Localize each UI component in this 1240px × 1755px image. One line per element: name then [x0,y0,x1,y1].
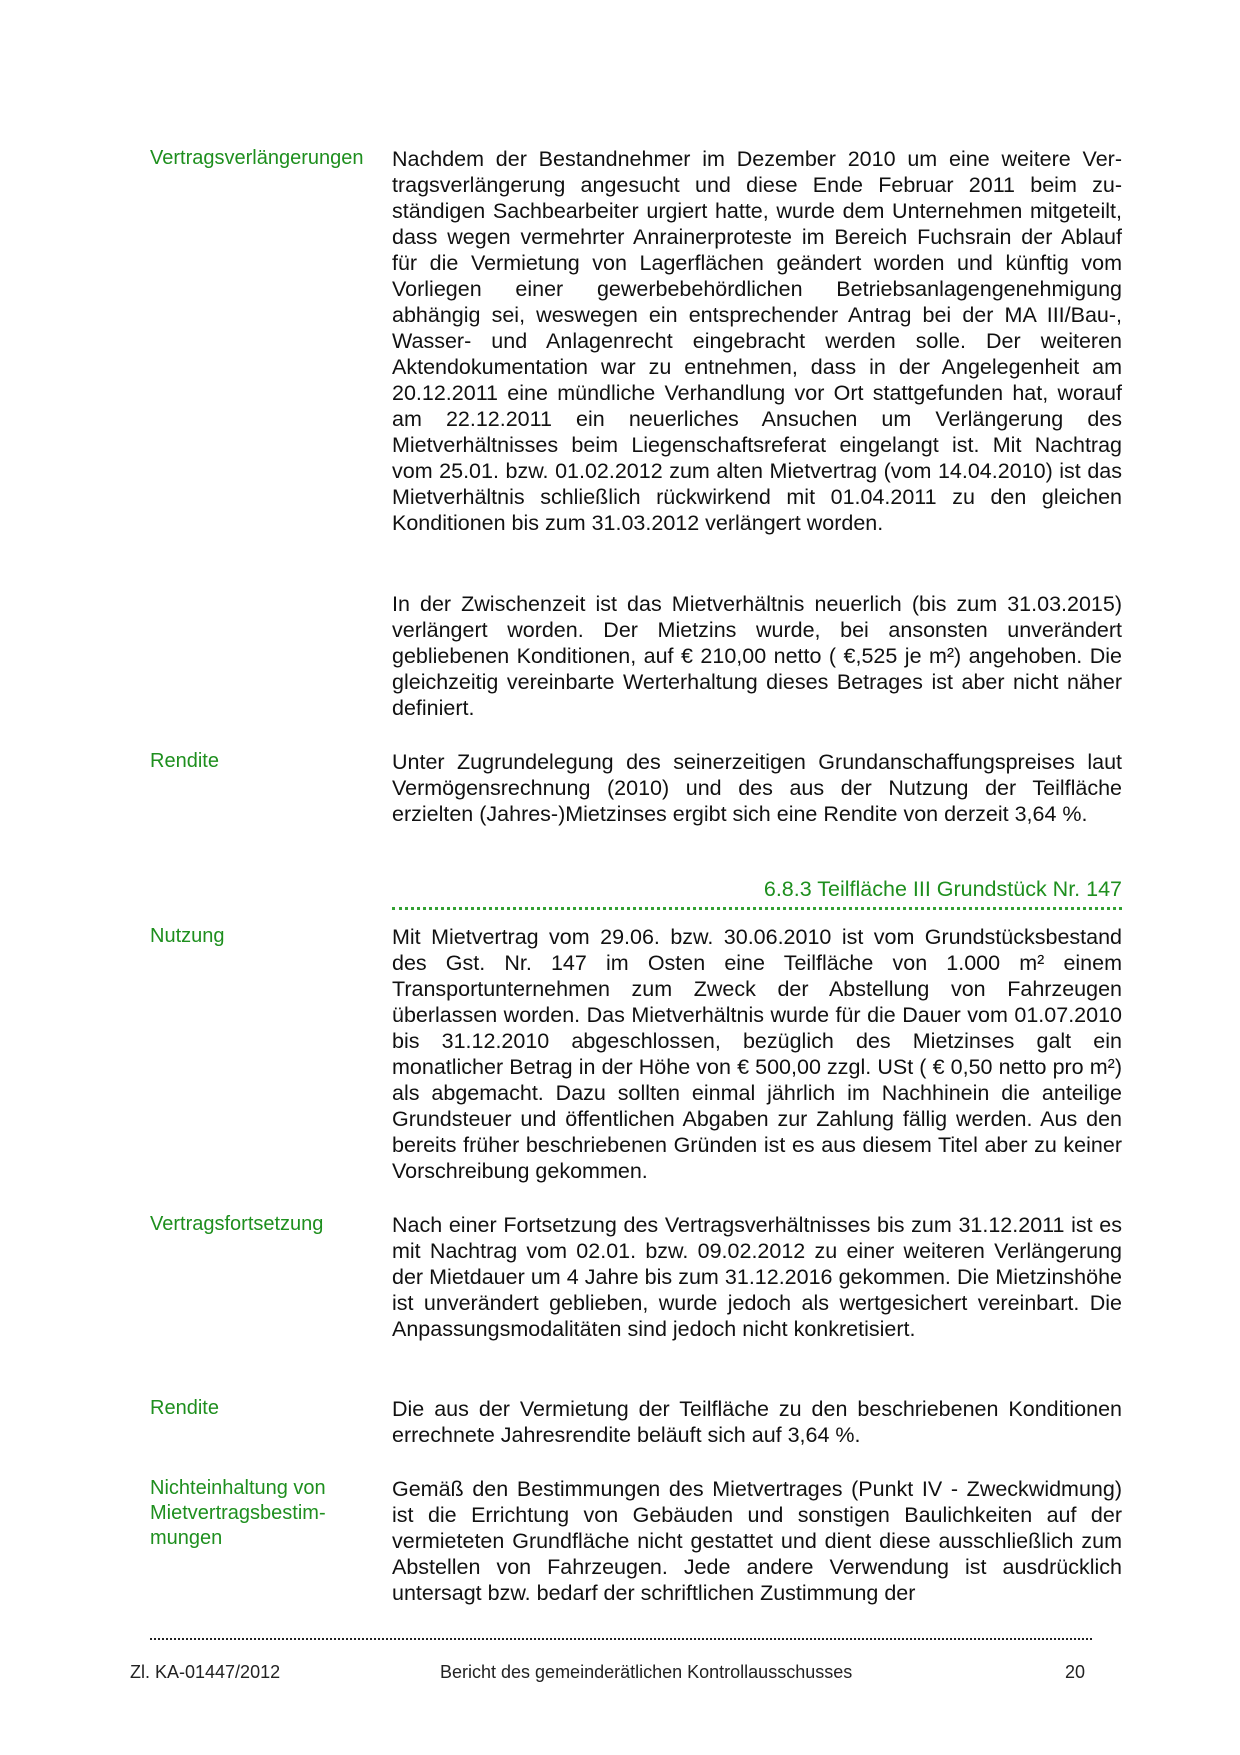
margin-label: Nutzung [150,925,225,947]
margin-label: Nichteinhaltung von Mietvertragsbestimmungen [150,1477,326,1549]
paragraph: In der Zwischenzeit ist das Mietverhältnis neuerlich (bis zum 31.03.2015) verlängert worden. Der Mietzins wurde, bei ansonsten unverändert gebliebenen Konditionen, auf € 210,00 netto ( €,525 je m²) angehoben. Die gleichzeitig vereinbarte Werterhaltung dieses Betrages ist aber nicht näher definiert. [392,592,1122,720]
margin-label: Vertragsverlängerungen [150,147,364,169]
heading-divider [392,907,1122,910]
margin-label: Vertragsfortsetzung [150,1213,324,1235]
footer-title: Bericht des gemeinderätlichen Kontrollausschusses [440,1662,853,1682]
footer-divider [150,1638,1092,1640]
page-number: 20 [1065,1662,1086,1682]
paragraph: Nach einer Fortsetzung des Vertragsverhältnisses bis zum 31.12.2011 ist es mit Nachtrag vom 02.01. bzw. 09.02.2012 zu einer weiteren Verlängerung der Mietdauer um 4 Jahre bis zum 31.12.2016 gekommen. Die Mietzinshöhe ist unverändert geblieben, wurde jedoch als wertgesichert vereinbart. Die Anpassungsmodalitäten sind jedoch nicht konkretisiert. [392,1213,1122,1341]
paragraph: Die aus der Vermietung der Teilfläche zu den beschriebenen Konditionen errechnete Jahresrendite beläuft sich auf 3,64 %. [392,1397,1122,1447]
margin-label: Rendite [150,750,219,772]
footer-reference: Zl. KA-01447/2012 [130,1662,281,1682]
paragraph: Gemäß den Bestimmungen des Mietvertrages (Punkt IV - Zweckwidmung) ist die Errichtung von Gebäuden und sonstigen Baulichkeiten auf der vermieteten Grundfläche nicht gestattet und dient diese ausschließlich zum Abstellen von Fahrzeugen. Jede andere Verwendung ist ausdrücklich untersagt bzw. bedarf der schriftlichen Zustimmung der [392,1477,1122,1605]
paragraph: Unter Zugrundelegung des seinerzeitigen Grundanschaffungspreises laut Vermögensrechnung (2010) und des aus der Nutzung der Teilfläche erzielten (Jahres-)Mietzinses ergibt sich eine Rendite von derzeit 3,64 %. [392,750,1122,826]
margin-label: Rendite [150,1397,219,1419]
section-heading: 6.8.3 Teilfläche III Grundstück Nr. 147 [763,877,1122,901]
paragraph: Nachdem der Bestandnehmer im Dezember 2010 um eine weitere Vertragsverlängerung angesucht und diese Ende Februar 2011 beim zuständigen Sachbearbeiter urgiert hatte, wurde dem Unternehmen mitgeteilt, dass wegen vermehrter Anrainerproteste im Bereich Fuchsrain der Ablauf für die Vermietung von Lagerflächen geändert worden und künftig vom Vorliegen einer gewerbebehördlichen Betriebsanlagengenehmigung abhängig sei, weswegen ein entsprechender Antrag bei der MA III/Bau-, Wasser- und Anlagenrecht eingebracht werden solle. Der weiteren Aktendokumentation war zu entnehmen, dass in der Angelegenheit am 20.12.2011 eine mündliche Verhandlung vor Ort stattgefunden hat, worauf am 22.12.2011 ein neuerliches Ansuchen um Verlängerung des Mietverhältnisses beim Liegenschaftsreferat eingelangt ist. Mit Nachtrag vom 25.01. bzw. 01.02.2012 zum alten Mietvertrag (vom 14.04.2010) ist das Mietverhältnis schließlich rückwirkend mit 01.04.2011 zu den gleichen Konditionen bis zum 31.03.2012 verlängert worden. [392,147,1122,535]
paragraph: Mit Mietvertrag vom 29.06. bzw. 30.06.2010 ist vom Grundstücksbestand des Gst. Nr. 147 im Osten eine Teilfläche von 1.000 m² einem Transportunternehmen zum Zweck der Abstellung von Fahrzeugen überlassen worden. Das Mietverhältnis wurde für die Dauer vom 01.07.2010 bis 31.12.2010 abgeschlossen, bezüglich des Mietzinses galt ein monatlicher Betrag in der Höhe von € 500,00 zzgl. USt ( € 0,50 netto pro m²) als abgemacht. Dazu sollten einmal jährlich im Nachhinein die anteilige Grundsteuer und öffentlichen Abgaben zur Zahlung fällig werden. Aus den bereits früher beschriebenen Gründen ist es aus diesem Titel aber zu keiner Vorschreibung gekommen. [392,925,1122,1183]
